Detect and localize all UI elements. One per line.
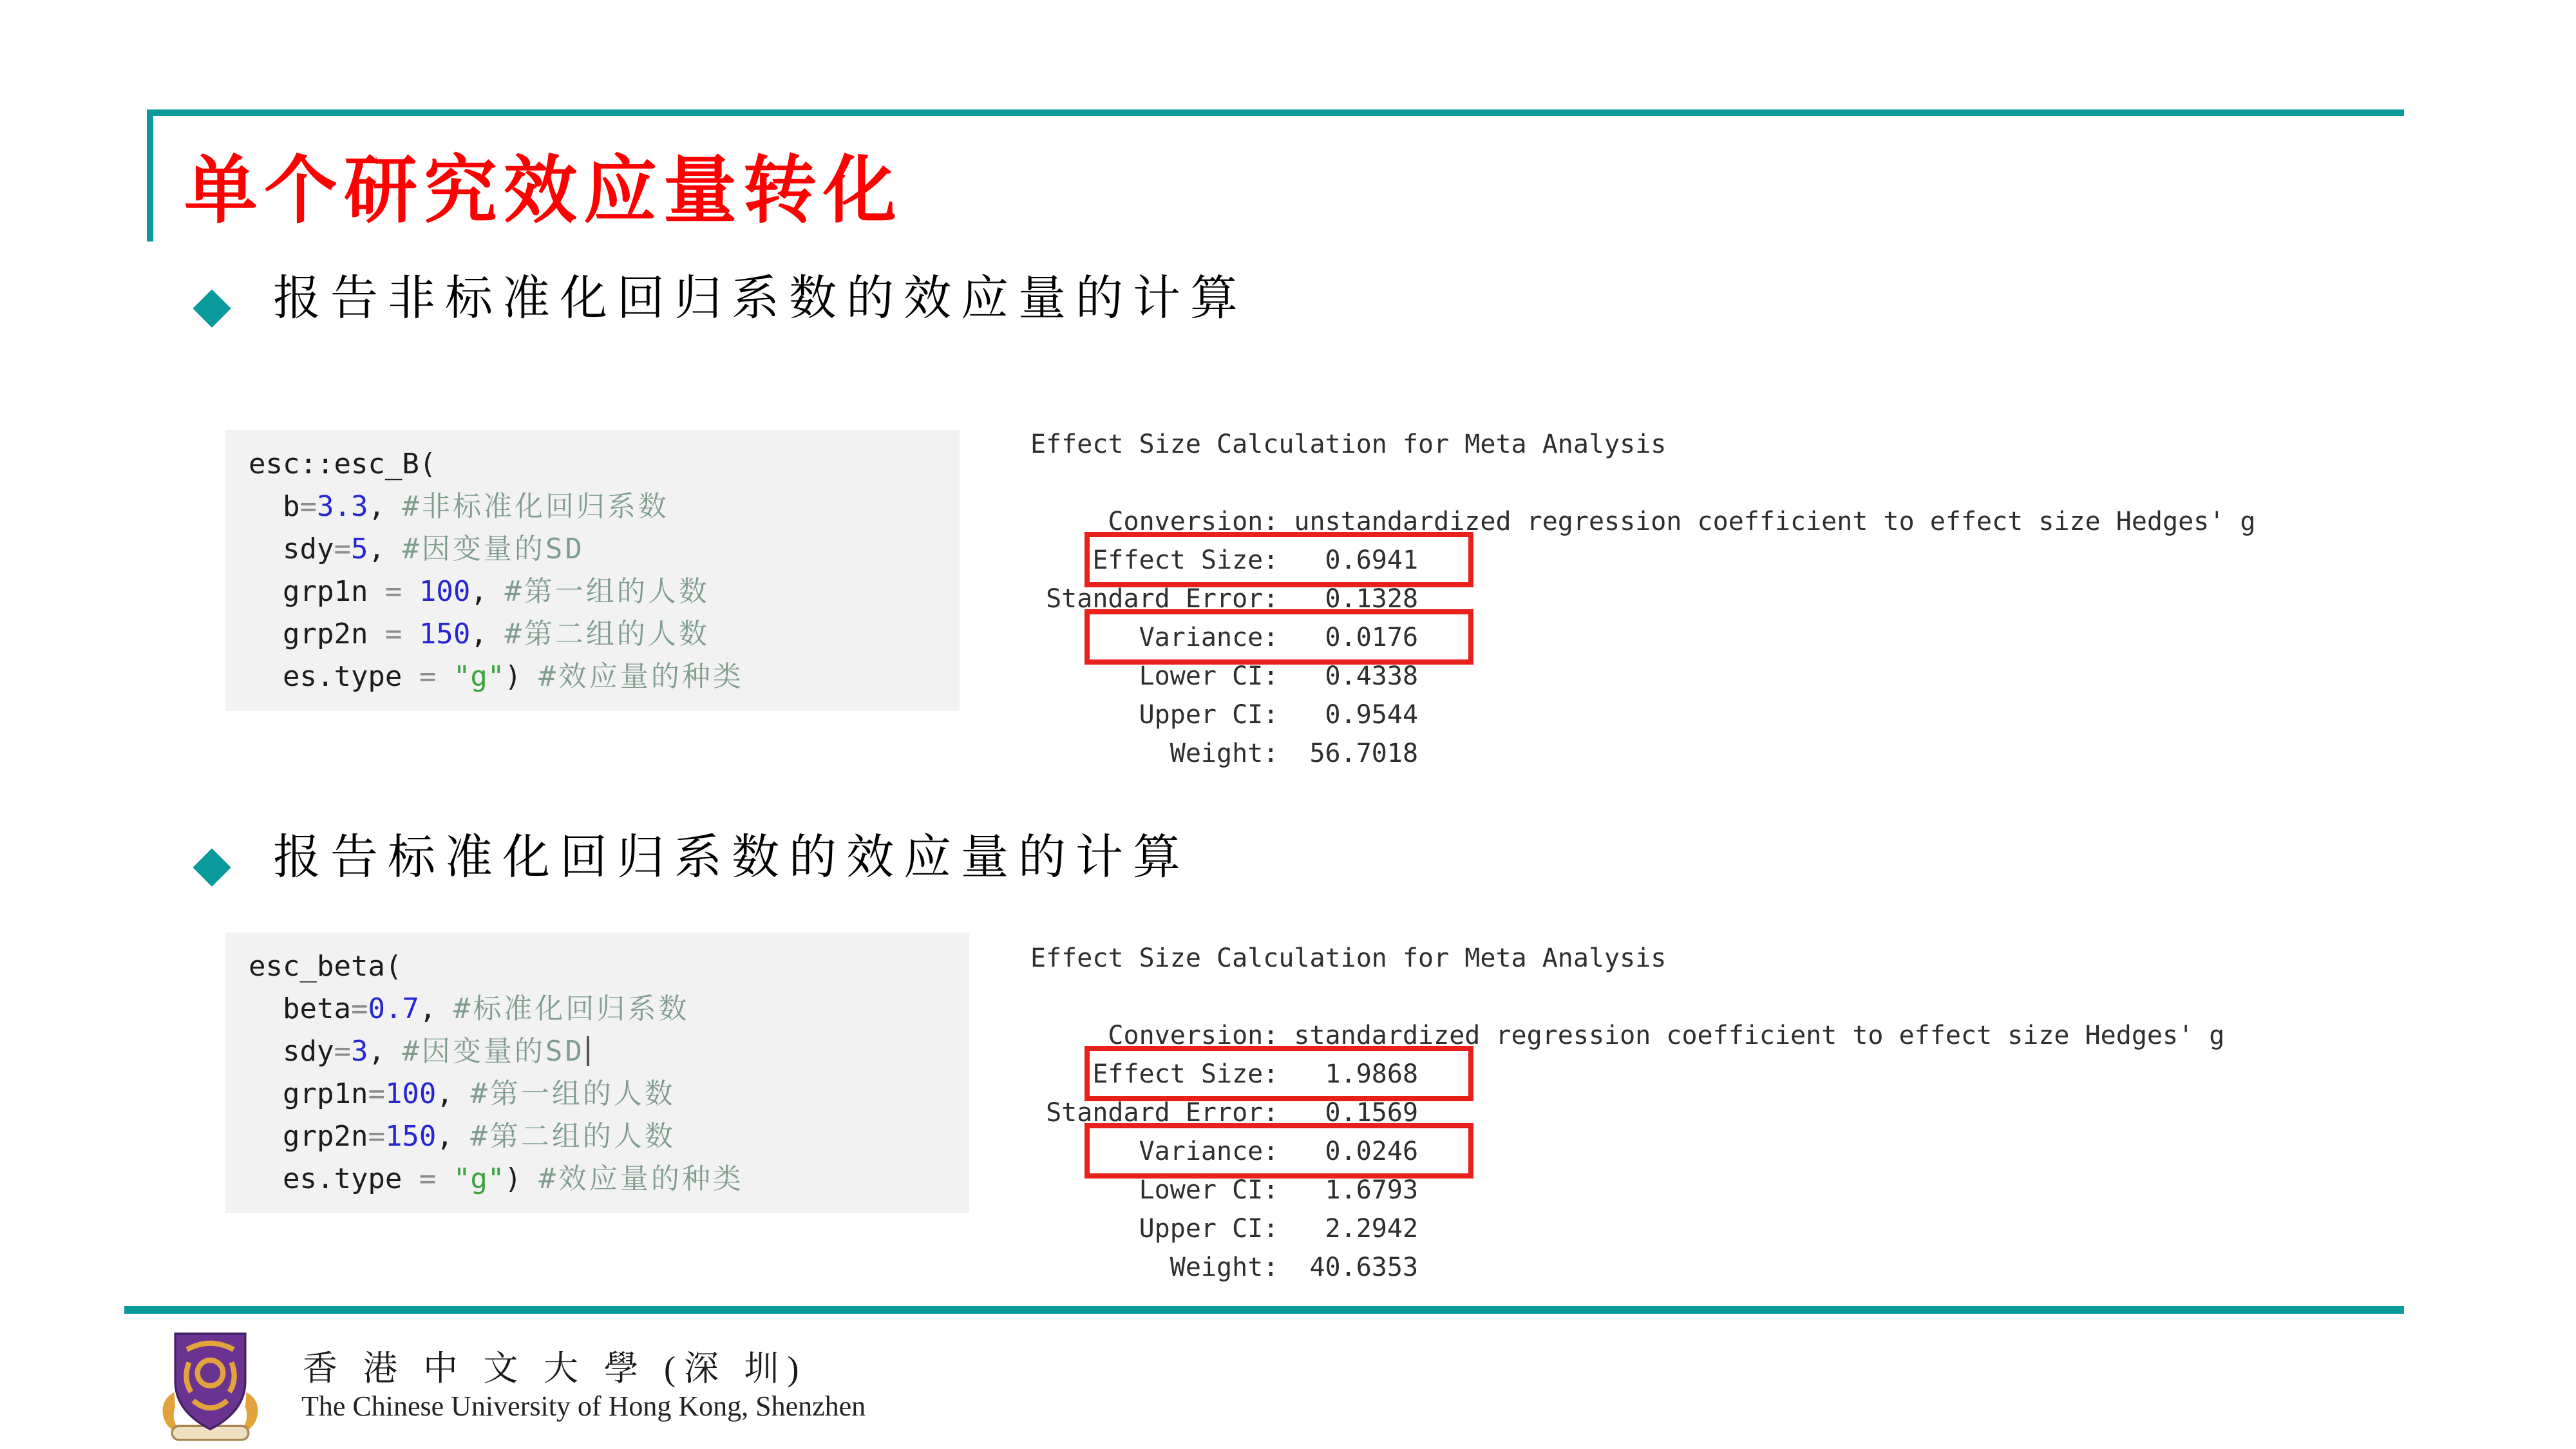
highlight-box [1084, 532, 1473, 587]
output-line [1030, 464, 2255, 502]
console-output-standardized [1030, 939, 2224, 1287]
output-line: Standard Error: 0.1328 [1030, 584, 1419, 614]
code-line: b=3.3, #非标准化回归系数 [249, 490, 669, 523]
output-line: Lower CI: 1.6793 [1030, 1175, 1419, 1205]
bullet-text-unstandardized: 报告非标准化回归系数的效应量的计算 [273, 270, 1247, 326]
output-line [1030, 978, 2224, 1016]
highlight-box [1084, 1123, 1473, 1179]
code-line: es.type = "g") #效应量的种类 [249, 1162, 744, 1195]
highlight-box [1084, 1046, 1473, 1101]
highlight-box [1084, 609, 1473, 665]
output-line: Upper CI: 0.9544 [1030, 700, 1419, 730]
output-line: Conversion: standardized regression coefficient to effect size Hedges' g [1030, 1021, 2225, 1050]
page-title: 单个研究效应量转化 [184, 147, 904, 233]
output-line: Effect Size Calculation for Meta Analysis [1030, 943, 1667, 973]
output-line: Effect Size: 0.6941 [1030, 545, 1419, 575]
code-line: grp2n = 150, #第二组的人数 [249, 618, 710, 650]
output-line: Upper CI: 2.2942 [1030, 1214, 1419, 1244]
output-line: Variance: 0.0176 [1030, 623, 1419, 652]
university-name-chinese: 香 港 中 文 大 學 (深 圳) [303, 1349, 808, 1388]
console-output-unstandardized [1030, 425, 2255, 773]
bottom-border-line [124, 1306, 2404, 1314]
code-line: esc::esc_B( [249, 448, 437, 480]
code-line: grp2n=150, #第二组的人数 [249, 1120, 676, 1153]
left-border-line [147, 109, 153, 242]
code-line: beta=0.7, #标准化回归系数 [249, 992, 690, 1025]
top-border-line [147, 109, 2404, 116]
output-line: Effect Size: 1.9868 [1030, 1059, 1419, 1089]
code-line: sdy=3, #因变量的SD [249, 1030, 969, 1073]
r-code-block-standardized [225, 933, 969, 1213]
output-line: Conversion: unstandardized regression coefficient to effect size Hedges' g [1030, 507, 2256, 536]
output-line: Weight: 40.6353 [1030, 1253, 1419, 1282]
output-line: Standard Error: 0.1569 [1030, 1098, 1419, 1128]
code-line: esc_beta( [249, 950, 402, 983]
output-line: Lower CI: 0.4338 [1030, 661, 1419, 691]
diamond-bullet-icon [193, 848, 231, 886]
university-name-english: The Chinese University of Hong Kong, Shenzhen [301, 1390, 866, 1422]
code-line: sdy=5, #因变量的SD [249, 533, 585, 565]
bullet-text-standardized: 报告标准化回归系数的效应量的计算 [273, 829, 1190, 885]
r-code-block-unstandardized [225, 430, 960, 711]
output-line: Weight: 56.7018 [1030, 739, 1419, 768]
code-line: es.type = "g") #效应量的种类 [249, 660, 744, 693]
diamond-bullet-icon [193, 289, 231, 327]
cuhk-crest-logo [157, 1331, 263, 1445]
code-line: grp1n=100, #第一组的人数 [249, 1077, 676, 1110]
output-line: Effect Size Calculation for Meta Analysis [1030, 430, 1667, 459]
output-line: Variance: 0.0246 [1030, 1137, 1419, 1166]
code-line: grp1n = 100, #第一组的人数 [249, 575, 710, 608]
